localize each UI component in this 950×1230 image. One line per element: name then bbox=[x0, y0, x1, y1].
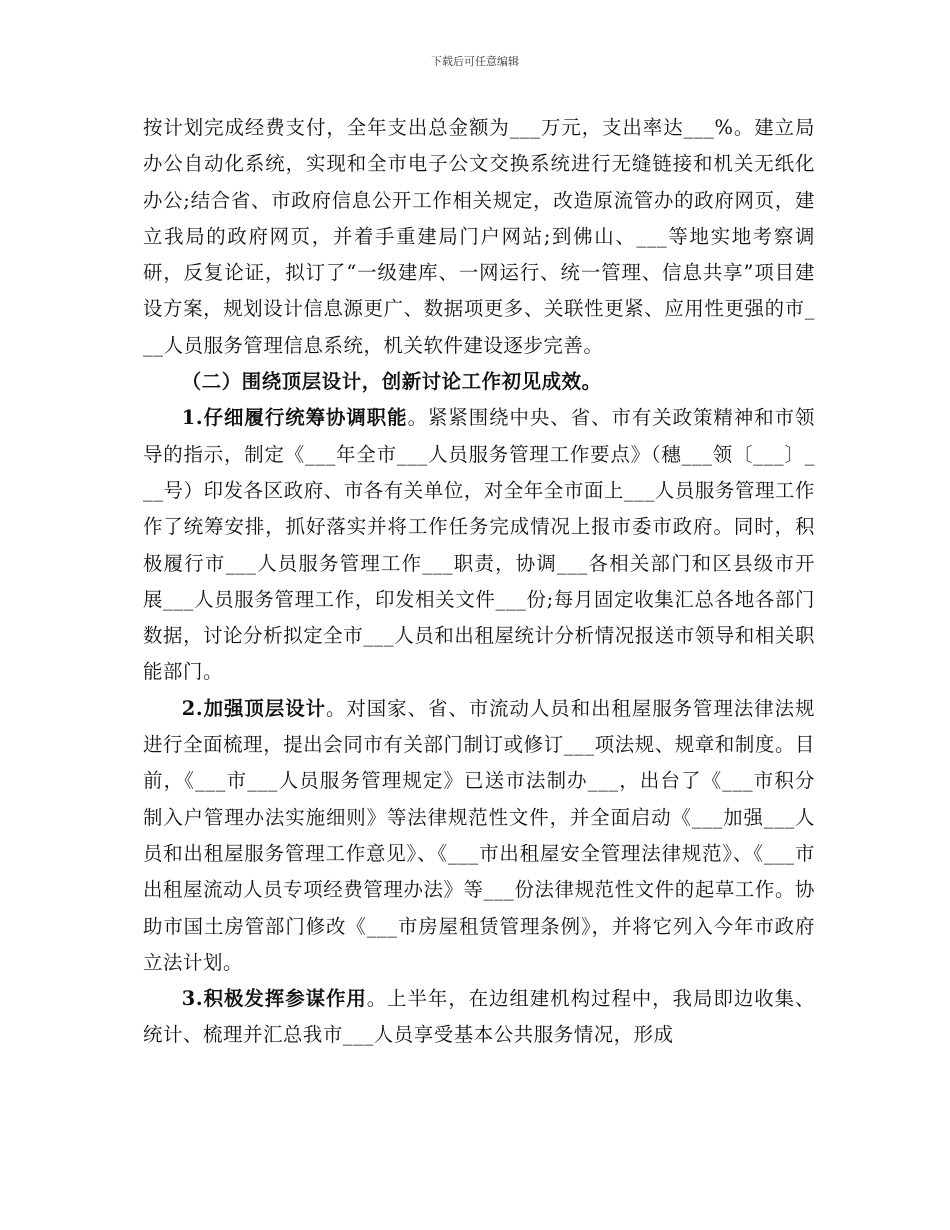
page-header-note: 下载后可任意编辑 bbox=[431, 55, 519, 68]
paragraph-item-3 bbox=[143, 981, 815, 1054]
paragraph-budget-and-it: 按计划完成经费支付，全年支出总金额为___万元，支出率达___%。建立局办公自动化系统，实现和全市电子公文交换系统进行无缝链接和机关无纸化办公;结合省、市政府信息公开工作相关规定，改造原流管办的政府网页，建立我局的政府网页，并着手重建局门户网站;到佛山、___等地实地考察调研，反复论证，拟订了“一级建库、一网运行、统一管理、信息共享”项目建设方案，规划设计信息源更广、数据项更多、关联性更紧、应用性更强的市___人员服务管理信息系统，机关软件建设逐步完善。 bbox=[143, 116, 815, 357]
item-3-lead: 3.积极发挥参谋作用 bbox=[181, 987, 367, 1011]
item-1-lead: 1.仔细履行统筹协调职能 bbox=[181, 406, 408, 430]
paragraph-item-1 bbox=[143, 400, 815, 690]
item-3-text: 。上半年，在边组建机构过程中，我局即边收集、统计、梳理并汇总我市___人员享受基本公共服务情况，形成 bbox=[143, 987, 815, 1047]
item-2-lead: 2.加强顶层设计 bbox=[181, 696, 326, 720]
document-body bbox=[143, 110, 815, 1054]
section-heading-2: （二）围绕顶层设计，创新讨论工作初见成效。 bbox=[181, 370, 602, 394]
paragraph-item-2 bbox=[143, 691, 815, 981]
item-1-text: 。紧紧围绕中央、省、市有关政策精神和市领导的指示，制定《___年全市___人员服务管理工作要点》（穗___领〔___〕___号）印发各区政府、市各有关单位，对全年全市面上___人员服务管理工作作了统筹安排，抓好落实并将工作任务完成情况上报市委市政府。同时，积极履行市___人员服务管理工作___职责，协调___各相关部门和区县级市开展___人员服务管理工作，印发相关文件___份;每月固定收集汇总各地各部门数据，讨论分析拟定全市___人员和出租屋统计分析情况报送市领导和相关职能部门。 bbox=[143, 406, 815, 684]
item-2-text: 。对国家、省、市流动人员和出租屋服务管理法律法规进行全面梳理，提出会同市有关部门制订或修订___项法规、规章和制度。目前，《___市___人员服务管理规定》已送市法制办___，出台了《___市积分制入户管理办法实施细则》等法律规范性文件，并全面启动《___加强___人员和出租屋服务管理工作意见》、《___市出租屋安全管理法律规范》、《___市出租屋流动人员专项经费管理办法》等___份法律规范性文件的起草工作。协助市国土房管部门修改《___市房屋租赁管理条例》，并将它列入今年市政府立法计划。 bbox=[143, 696, 815, 974]
